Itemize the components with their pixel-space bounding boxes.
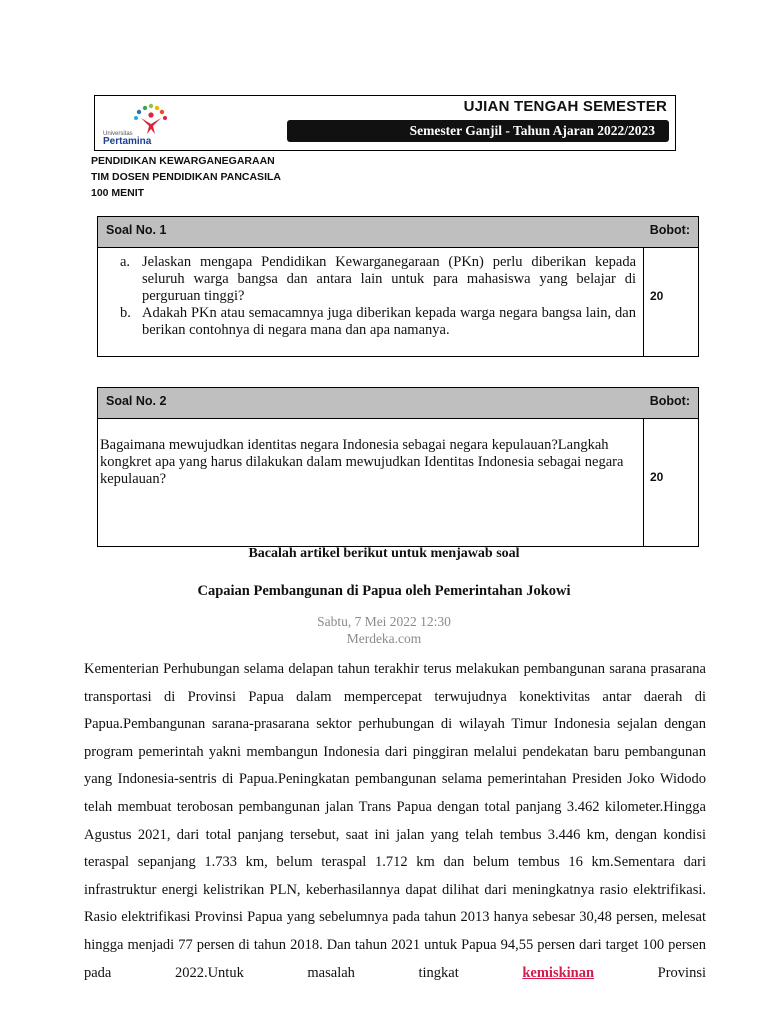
course-info <box>91 153 281 201</box>
list-marker: b. <box>120 305 131 321</box>
exam-title: UJIAN TENGAH SEMESTER <box>463 98 667 115</box>
list-marker: a. <box>120 254 131 270</box>
semester-banner: Semester Ganjil - Tahun Ajaran 2022/2023 <box>287 120 669 142</box>
course-name: PENDIDIKAN KEWARGANEGARAAN <box>91 155 275 167</box>
list-item <box>120 305 636 339</box>
list-item-text: Adakah PKn atau semacamnya juga diberikan kepada warga negara bangsa lain, dan berikan contohnya di negara mana dan apa namanya. <box>142 305 636 338</box>
question-2-score: 20 <box>650 470 664 484</box>
question-2-header <box>98 388 698 419</box>
question-2-weight-label: Bobot: <box>649 394 690 408</box>
article-text-end: Provinsi <box>594 964 706 981</box>
article-instruction: Bacalah artikel berikut untuk menjawab soal <box>248 546 520 561</box>
question-2-table <box>97 387 699 547</box>
logo-name-text: Pertamina <box>103 136 152 146</box>
article-date: Sabtu, 7 Mei 2022 12:30 <box>317 614 451 629</box>
list-item <box>120 254 636 305</box>
article-title: Capaian Pembangunan di Papua oleh Pemerintahan Jokowi <box>197 583 571 599</box>
list-item-text: Jelaskan mengapa Pendidikan Kewarganegaraan (PKn) perlu diberikan kepada seluruh warga bangsa dan antara lain untuk para mahasiswa yang belajar di perguruan tinggi? <box>142 254 636 304</box>
question-1-score: 20 <box>650 289 664 303</box>
article-source: Merdeka.com <box>346 631 422 646</box>
question-1-list <box>120 254 636 339</box>
exam-header <box>94 95 676 151</box>
course-team: TIM DOSEN PENDIDIKAN PANCASILA <box>91 171 281 183</box>
kemiskinan-link[interactable]: kemiskinan <box>522 964 595 981</box>
article-text: Kementerian Perhubungan selama delapan tahun terakhir terus melakukan pembangunan sarana prasarana transportasi di Provinsi Papua dalam mempercepat terwujudnya konektivitas antar daerah di Papua.Pembangunan sarana-prasarana sektor perhubungan di wilayah Timur Indonesia sejalan dengan program pemerintah yakni membangun Indonesia dari pinggiran melalui pendekatan baru pembangunan yang Indonesia-sentris di Papua.Peningkatan pembangunan selama pemerintahan Presiden Joko Widodo telah membuat terobosan pembangunan jalan Trans Papua dengan total panjang 3.462 kilometer.Hingga Agustus 2021, dari total panjang tersebut, saat ini jalan yang telah tembus 3.446 km, dengan kondisi teraspal sepanjang 1.733 km, belum teraspal 1.712 km dan belum tembus 16 km.Sementara dari infrastruktur energi kelistrikan PLN, keberhasilannya dapat dilihat dari meningkatnya rasio elektrifikasi. Rasio elektrifikasi Provinsi Papua yang sebelumnya pada tahun 2013 hanya sebesar 30,48 persen, melesat hingga menjadi 77 persen di tahun 2018. Dan tahun 2021 untuk Papua 94,55 persen dari target 100 persen pada 2022.Untuk masalah tingkat <box>84 661 706 981</box>
university-logo <box>101 102 173 146</box>
question-1-table <box>97 216 699 357</box>
question-1-weight-label: Bobot: <box>649 223 690 237</box>
question-2-text: Bagaimana mewujudkan identitas negara Indonesia sebagai negara kepulauan?Langkah kongkret apa yang harus dilakukan dalam mewujudkan Identitas Indonesia sebagai negara kepulauan? <box>100 437 624 487</box>
course-duration: 100 MENIT <box>91 187 145 199</box>
article-body <box>84 656 706 987</box>
question-1-header <box>98 217 698 248</box>
question-1-label: Soal No. 1 <box>106 223 167 237</box>
question-1-body <box>98 248 698 357</box>
question-2-label: Soal No. 2 <box>106 394 167 408</box>
logo-small-text: Universitas <box>103 131 133 137</box>
question-2-body <box>98 419 698 547</box>
